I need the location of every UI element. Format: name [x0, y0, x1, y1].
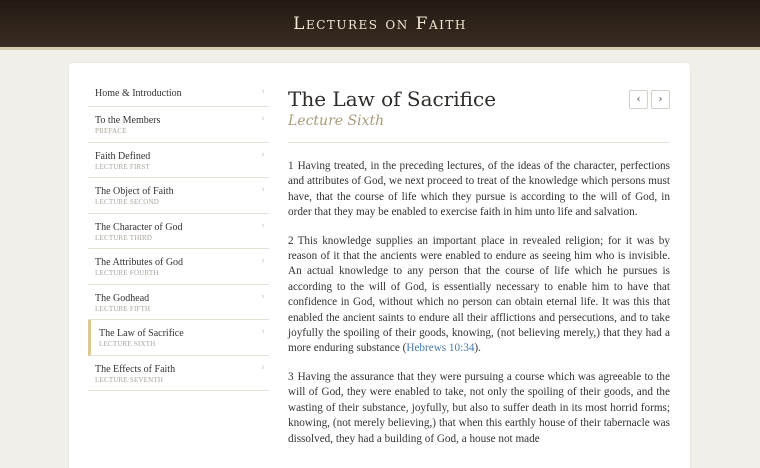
- sidebar-item-lecture-sixth[interactable]: [88, 320, 269, 356]
- sidebar-item-lecture-fifth[interactable]: [88, 285, 269, 321]
- sidebar-item-label: The Effects of Faith: [95, 363, 176, 375]
- paragraph-1: [288, 159, 670, 221]
- chevron-right-icon: ›: [261, 114, 265, 124]
- lecture-content: [288, 86, 670, 460]
- sidebar-item-sublabel: LECTURE SECOND: [95, 198, 160, 206]
- paragraph-text: Having the assurance that they were pursuing a course which was agreeable to the will of God, they were enabled to take, not only the spoiling of their goods, and the wasting of their substance, joyfully, but also to suffer death in its most horrid forms; knowing, (not merely believing,) that when this earthly house of their tabernacle was dissolved, they had a building of God, a house not made: [288, 370, 670, 445]
- chevron-right-icon: ›: [261, 87, 265, 97]
- sidebar-item-home[interactable]: [88, 80, 269, 107]
- sidebar-item-sublabel: LECTURE THIRD: [95, 233, 153, 242]
- sidebar-item-label: The Attributes of God: [95, 257, 184, 268]
- pager: [629, 90, 670, 109]
- sidebar-item-sublabel: LECTURE SEVENTH: [95, 375, 164, 384]
- page-subtitle: Lecture Sixth: [288, 113, 385, 129]
- paragraph-text: Having treated, in the preceding lectures, of the ideas of the character, perfections and attributes of God, we next proceed to treat of the knowledge which persons must have, that the course of life which they pursue is according to the will of God, in order that they may be enabled to exercise faith in him unto life and salvation.: [288, 160, 670, 219]
- sidebar-item-preface[interactable]: [88, 107, 269, 143]
- paragraph-number: 3: [288, 370, 294, 383]
- sidebar-item-label: Faith Defined: [95, 150, 151, 162]
- sidebar-nav: [88, 80, 269, 391]
- prev-lecture-button[interactable]: [629, 90, 648, 109]
- sidebar-item-sublabel: LECTURE FOURTH: [95, 269, 159, 277]
- sidebar-item-lecture-seventh[interactable]: [88, 356, 269, 392]
- sidebar-item-label: The Law of Sacrifice: [99, 328, 184, 339]
- sidebar-item-label: To the Members: [95, 115, 161, 126]
- paragraph-text: This knowledge supplies an important place in revealed religion; for it was by reason of it that the ancients were enabled to endure as seeing him who is invisible. An actual knowledge to any person that the course of life which he pursues is according to the will of God, is essentially necessary to enable him to have that confidence in God, without which no person can obtain eternal life. It was this that enabled the ancient saints to endure all their afflictions and persecutions, and to take joyfully the spoiling of their goods, knowing, (not believing merely,) that they had a more enduring substance (: [288, 234, 670, 355]
- chevron-right-icon: ›: [658, 94, 663, 105]
- paragraph-number: 1: [288, 160, 294, 172]
- sidebar-item-lecture-second[interactable]: [88, 178, 269, 214]
- sidebar-item-label: The Object of Faith: [95, 186, 174, 197]
- sidebar-item-label: The Godhead: [95, 292, 150, 304]
- sidebar-item-label: Home & Introduction: [95, 88, 182, 99]
- sidebar-item-sublabel: LECTURE FIRST: [95, 162, 150, 171]
- sidebar-item-sublabel: PREFACE: [95, 127, 127, 135]
- chevron-right-icon: ›: [261, 362, 265, 373]
- paragraph-text-tail: ).: [474, 342, 481, 355]
- chevron-right-icon: ›: [261, 291, 265, 302]
- paragraph-3: [288, 370, 670, 447]
- site-header: [0, 0, 760, 50]
- chevron-right-icon: ›: [261, 185, 265, 195]
- page-title: The Law of Sacrifice: [288, 87, 497, 111]
- site-title[interactable]: Lectures on Faith: [293, 13, 467, 34]
- chevron-right-icon: ›: [261, 256, 265, 266]
- scripture-link[interactable]: Hebrews 10:34: [406, 342, 475, 355]
- title-divider: [288, 142, 670, 143]
- chevron-right-icon: ›: [261, 149, 265, 160]
- next-lecture-button[interactable]: [651, 90, 670, 109]
- sidebar-item-lecture-first[interactable]: [88, 143, 269, 179]
- sidebar-item-lecture-third[interactable]: [88, 214, 269, 250]
- sidebar-item-sublabel: LECTURE FIFTH: [95, 304, 151, 313]
- sidebar-item-lecture-fourth[interactable]: [88, 249, 269, 285]
- lecture-body: [288, 159, 670, 447]
- content-card: [69, 63, 690, 468]
- paragraph-2: [288, 234, 670, 357]
- sidebar-item-sublabel: LECTURE SIXTH: [99, 340, 156, 348]
- paragraph-number: 2: [288, 234, 294, 247]
- chevron-right-icon: ›: [261, 327, 265, 337]
- sidebar-item-label: The Character of God: [95, 221, 183, 233]
- chevron-left-icon: ‹: [636, 94, 641, 105]
- chevron-right-icon: ›: [261, 220, 265, 231]
